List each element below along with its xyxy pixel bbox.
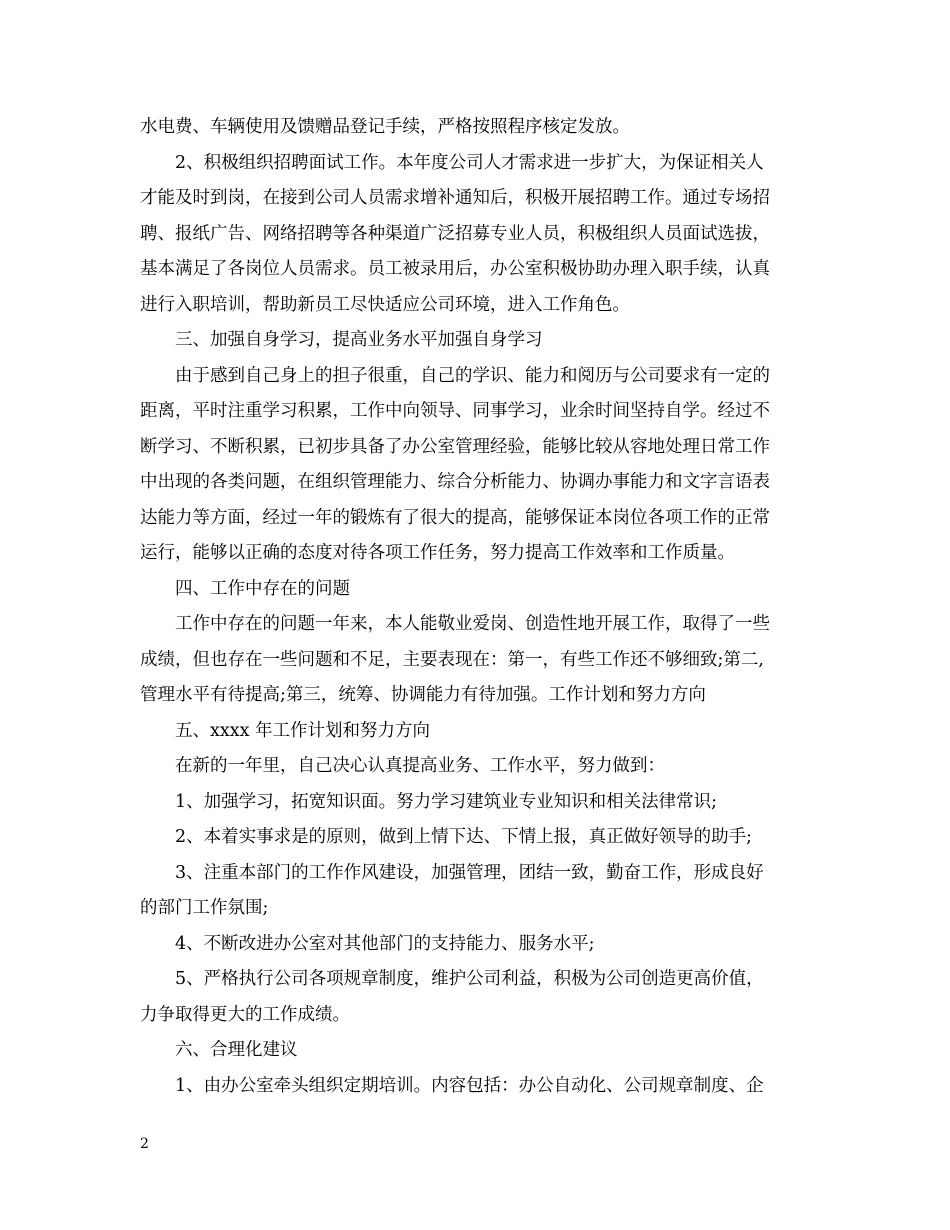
text-line: 由于感到自己身上的担子很重，自己的学识、能力和阅历与公司要求有一定的 [175,365,770,386]
text-line: 4、不断改进办公室对其他部门的支持能力、服务水平; [175,933,595,954]
text-line: 距离，平时注重学习积累，工作中向领导、同事学习，业余时间坚持自学。经过不 [140,401,770,421]
text-line: 断学习、不断积累，已初步具备了办公室管理经验，能够比较从容地处理日常工作 [140,436,770,457]
page-number: 2 [140,1136,149,1152]
text-line: 运行，能够以正确的态度对待各项工作任务，努力提高工作效率和工作质量。 [140,543,735,563]
text-line: 达能力等方面，经过一年的锻炼有了很大的提高，能够保证本岗位各项工作的正常 [140,507,770,528]
text-line: 聘、报纸广告、网络招聘等各种渠道广泛招募专业人员，积极组织人员面试选拔， [140,223,770,244]
text-line: 2、积极组织招聘面试工作。本年度公司人才需求进一步扩大，为保证相关人 [175,152,764,173]
text-line: 才能及时到岗，在接到公司人员需求增补通知后，积极开展招聘工作。通过专场招 [140,188,770,208]
text-line: 2、本着实事求是的原则，做到上情下达、下情上报，真正做好领导的助手; [175,827,753,847]
section-heading: 四、工作中存在的问题 [175,578,350,599]
text-line: 力争取得更大的工作成绩。 [140,1004,350,1025]
text-line: 1、由办公室牵头组织定期培训。内容包括：办公自动化、公司规章制度、企 [175,1075,764,1096]
text-line: 的部门工作氛围; [140,898,269,918]
text-line: 5、严格执行公司各项规章制度，维护公司利益，积极为公司创造更高价值， [175,969,764,989]
text-line: 基本满足了各岗位人员需求。员工被录用后，办公室积极协助办理入职手续，认真 [140,259,770,279]
section-heading: 六、合理化建议 [175,1040,298,1060]
section-heading: 三、加强自身学习，提高业务水平加强自身学习 [175,330,543,350]
text-line: 中出现的各类问题，在组织管理能力、综合分析能力、协调办事能力和文字言语表 [140,472,770,492]
text-line: 1、加强学习，拓宽知识面。努力学习建筑业专业知识和相关法律常识; [175,791,718,812]
text-line: 水电费、车辆使用及馈赠品登记手续，严格按照程序核定发放。 [140,117,630,137]
text-line: 工作中存在的问题一年来，本人能敬业爱岗、创造性地开展工作，取得了一些 [175,614,770,634]
text-line: 管理水平有待提高;第三，统筹、协调能力有待加强。工作计划和努力方向 [140,685,706,705]
text-line: 3、注重本部门的工作作风建设，加强管理，团结一致，勤奋工作，形成良好 [175,862,764,883]
section-heading: 五、xxxx 年工作计划和努力方向 [175,720,431,741]
text-line: 进行入职培训，帮助新员工尽快适应公司环境，进入工作角色。 [140,294,630,315]
text-line: 成绩，但也存在一些问题和不足，主要表现在：第一，有些工作还不够细致;第二, [140,649,764,670]
text-line: 在新的一年里，自己决心认真提高业务、工作水平，努力做到： [175,756,665,776]
